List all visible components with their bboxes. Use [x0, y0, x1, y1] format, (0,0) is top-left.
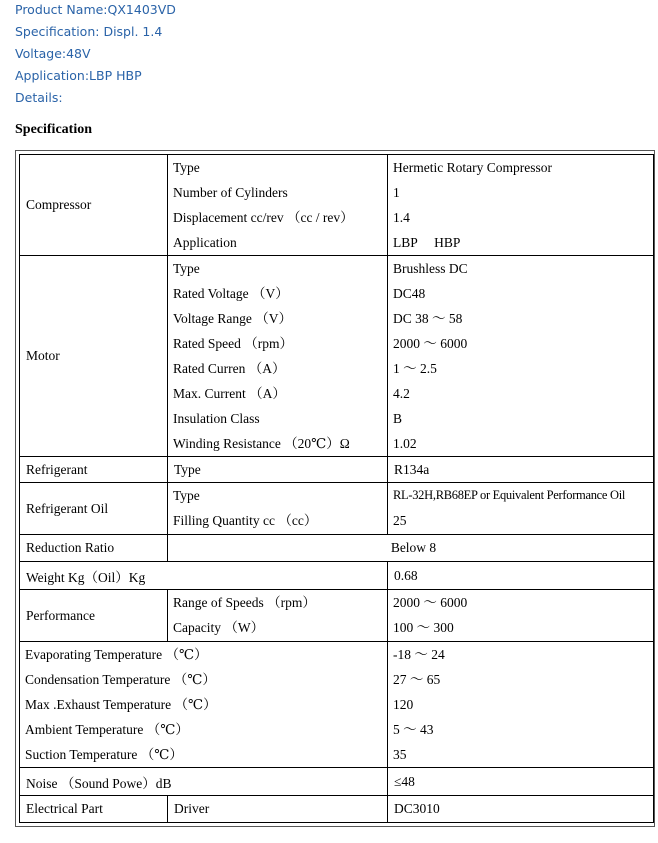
param-label: Type: [173, 488, 200, 503]
param-value: DC 38 ～ 58: [393, 311, 463, 326]
param-cell-performance: [168, 590, 388, 642]
param-label: Number of Cylinders: [173, 185, 288, 200]
param-value: 1.4: [393, 210, 410, 225]
param-value: 1: [393, 185, 400, 200]
param-value: 2000 ～ 6000: [393, 336, 468, 351]
temperature-labels-cell: [20, 642, 388, 768]
param-label: Voltage Range （V）: [173, 311, 292, 326]
param-cell-compressor: [168, 155, 388, 256]
param-value: Brushless DC: [393, 261, 468, 276]
param-label: Type: [173, 261, 200, 276]
param-value: DC48: [393, 286, 426, 301]
param-value: 1 ～ 2.5: [393, 361, 437, 376]
temperature-label: Suction Temperature （℃）: [25, 747, 183, 762]
weight-label: Weight Kg（Oil）Kg: [20, 562, 388, 590]
param-label: Insulation Class: [173, 411, 260, 426]
reduction-ratio-value: Below 8: [168, 535, 654, 562]
table-row: [20, 562, 654, 590]
value-cell-refrigerant-oil: [388, 483, 654, 535]
param-value: 4.2: [393, 386, 410, 401]
value-cell-motor: [388, 256, 654, 457]
param-value: R134a: [388, 457, 654, 483]
product-specification: Specification: Displ. 1.4: [15, 24, 163, 39]
param-value: 25: [393, 513, 407, 528]
temperature-label: Condensation Temperature （℃）: [25, 672, 216, 687]
product-details: Details:: [15, 90, 63, 105]
param-label: Type: [168, 457, 388, 483]
product-voltage: Voltage:48V: [15, 46, 91, 61]
param-label: Max. Current （A）: [173, 386, 286, 401]
product-application: Application:LBP HBP: [15, 68, 142, 83]
param-label: Type: [173, 160, 200, 175]
param-value: B: [393, 411, 403, 426]
specification-heading: Specification: [15, 122, 92, 137]
group-cell-compressor: Compressor: [20, 155, 168, 256]
group-cell-refrigerant: Refrigerant: [20, 457, 168, 483]
param-value: DC3010: [388, 796, 654, 823]
table-row: [20, 768, 654, 796]
param-label: Winding Resistance （20℃）Ω: [173, 436, 350, 451]
param-value: Hermetic Rotary Compressor: [393, 160, 552, 175]
table-row: [20, 256, 654, 457]
param-label: Driver: [168, 796, 388, 823]
table-row: [20, 483, 654, 535]
temperature-value: 5 ～ 43: [393, 722, 434, 737]
param-cell-motor: [168, 256, 388, 457]
table-row: [20, 535, 654, 562]
temperature-label: Max .Exhaust Temperature （℃）: [25, 697, 217, 712]
value-cell-compressor: [388, 155, 654, 256]
group-cell-motor: Motor: [20, 256, 168, 457]
param-value: RL-32H,RB68EP or Equivalent Performance Oil: [393, 488, 626, 502]
param-label: Rated Curren （A）: [173, 361, 286, 376]
specification-table: [19, 154, 654, 823]
table-row: [20, 590, 654, 642]
value-cell-performance: [388, 590, 654, 642]
temperature-label: Ambient Temperature （℃）: [25, 722, 189, 737]
temperature-value: 27 ～ 65: [393, 672, 441, 687]
noise-value: ≤48: [388, 768, 654, 796]
group-cell-performance: Performance: [20, 590, 168, 642]
weight-value: 0.68: [388, 562, 654, 590]
product-info: [15, 0, 176, 110]
param-label: Displacement cc/rev （cc / rev）: [173, 210, 354, 225]
param-value: LBP HBP: [393, 235, 461, 250]
table-row: [20, 796, 654, 823]
temperature-value: 120: [393, 697, 414, 712]
temperature-label: Evaporating Temperature （℃）: [25, 647, 208, 662]
table-row: [20, 457, 654, 483]
param-label: Application: [173, 235, 237, 250]
param-label: Filling Quantity cc （cc）: [173, 513, 318, 528]
noise-label: Noise （Sound Powe）dB: [20, 768, 388, 796]
param-label: Range of Speeds （rpm）: [173, 595, 316, 610]
group-cell-refrigerant-oil: Refrigerant Oil: [20, 483, 168, 535]
param-label: Rated Speed （rpm）: [173, 336, 293, 351]
temperature-values-cell: [388, 642, 654, 768]
param-value: 100 ～ 300: [393, 620, 454, 635]
param-label: Capacity （W）: [173, 620, 265, 635]
reduction-ratio-label: Reduction Ratio: [20, 535, 168, 562]
param-label: Rated Voltage （V）: [173, 286, 289, 301]
table-row: [20, 642, 654, 768]
temperature-value: 35: [393, 747, 407, 762]
param-value: 1.02: [393, 436, 417, 451]
product-name: Product Name:QX1403VD: [15, 2, 176, 17]
param-cell-refrigerant-oil: [168, 483, 388, 535]
specification-table-frame: [15, 150, 655, 827]
param-value: 2000 ～ 6000: [393, 595, 468, 610]
group-cell-electrical-part: Electrical Part: [20, 796, 168, 823]
temperature-value: -18 ～ 24: [393, 647, 445, 662]
table-row: [20, 155, 654, 256]
